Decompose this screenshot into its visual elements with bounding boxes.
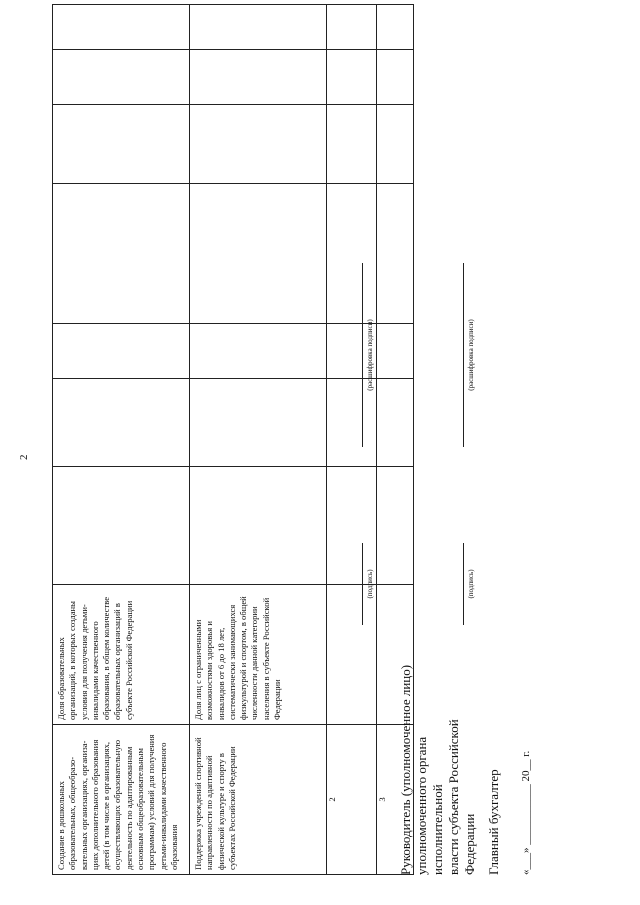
table-cell (53, 467, 190, 585)
table-cell (53, 105, 190, 184)
table-cell (190, 324, 327, 379)
row-number: 3 (377, 725, 414, 875)
head-title-line3: исполнительной (430, 784, 445, 875)
signature-block (398, 495, 478, 875)
indicator-cell: Доля лиц с ограниченными возможностями здоровья и инвалидов от 6 до 18 лет, систематически занимающихся физкультурой и спортом, в общей численности данной категории населения в субъекте Российской Федерации (190, 585, 327, 725)
signature-line (463, 543, 464, 625)
head-title-line2: уполномоченного органа (414, 736, 429, 875)
head-title-line5: Федерации (462, 813, 477, 875)
table-cell (377, 324, 414, 379)
table-cell (377, 5, 414, 50)
accountant-title: Главный бухгалтер (486, 769, 501, 875)
table-cell (53, 379, 190, 467)
indicator-cell: Доля образовательных организаций, в которых созданы условия для получения детьми-инвалидами качественного образования, в общем количестве образовательных организаций в субъекте Российской Федерации (53, 585, 190, 725)
head-title-line4: власти субъекта Российской (446, 719, 461, 875)
activities-table (52, 4, 414, 875)
caption-decoding: (расшифровка подписи) (366, 319, 374, 391)
decoding-line (463, 263, 464, 447)
table-cell (377, 50, 414, 105)
table-cell (190, 105, 327, 184)
table-cell (327, 105, 377, 184)
caption-decoding: (расшифровка подписи) (467, 319, 475, 391)
row-number: 2 (327, 725, 377, 875)
table-cell (53, 184, 190, 324)
caption-signature: (подпись) (467, 569, 475, 599)
signature-line (362, 543, 363, 625)
table-cell (377, 379, 414, 467)
table-cell (53, 50, 190, 105)
activity-cell: Поддержка учреждений спортивной направленности по адаптивной физической культуре и спорту в субъектах Российской Федерации (190, 725, 327, 875)
table-row (53, 5, 190, 875)
table-cell (377, 105, 414, 184)
decoding-line (362, 263, 363, 447)
activity-cell: Создание в дошкольных образовательных, общеобразо-вательных организациях, организа-циях дополнительного образования детей (в том числе в организациях, осуществляющих образовательную деятельность по адаптированным основным общеобразовательным программам) условий для получения детьми-инвалидами качественного образования (53, 725, 190, 875)
head-title-line1: Руководитель (уполномоченное лицо) (398, 664, 413, 875)
date-line: «___» ___________ 20__ г. (520, 750, 532, 875)
table-cell (190, 50, 327, 105)
caption-signature: (подпись) (366, 569, 374, 599)
table-cell (377, 184, 414, 324)
table-cell (190, 5, 327, 50)
page-number: 2 (18, 454, 30, 460)
table-cell (190, 379, 327, 467)
table-row (190, 5, 327, 875)
table-cell (327, 50, 377, 105)
table-cell (190, 467, 327, 585)
table-cell (53, 324, 190, 379)
table-cell (190, 184, 327, 324)
table-cell (53, 5, 190, 50)
table-cell (327, 5, 377, 50)
